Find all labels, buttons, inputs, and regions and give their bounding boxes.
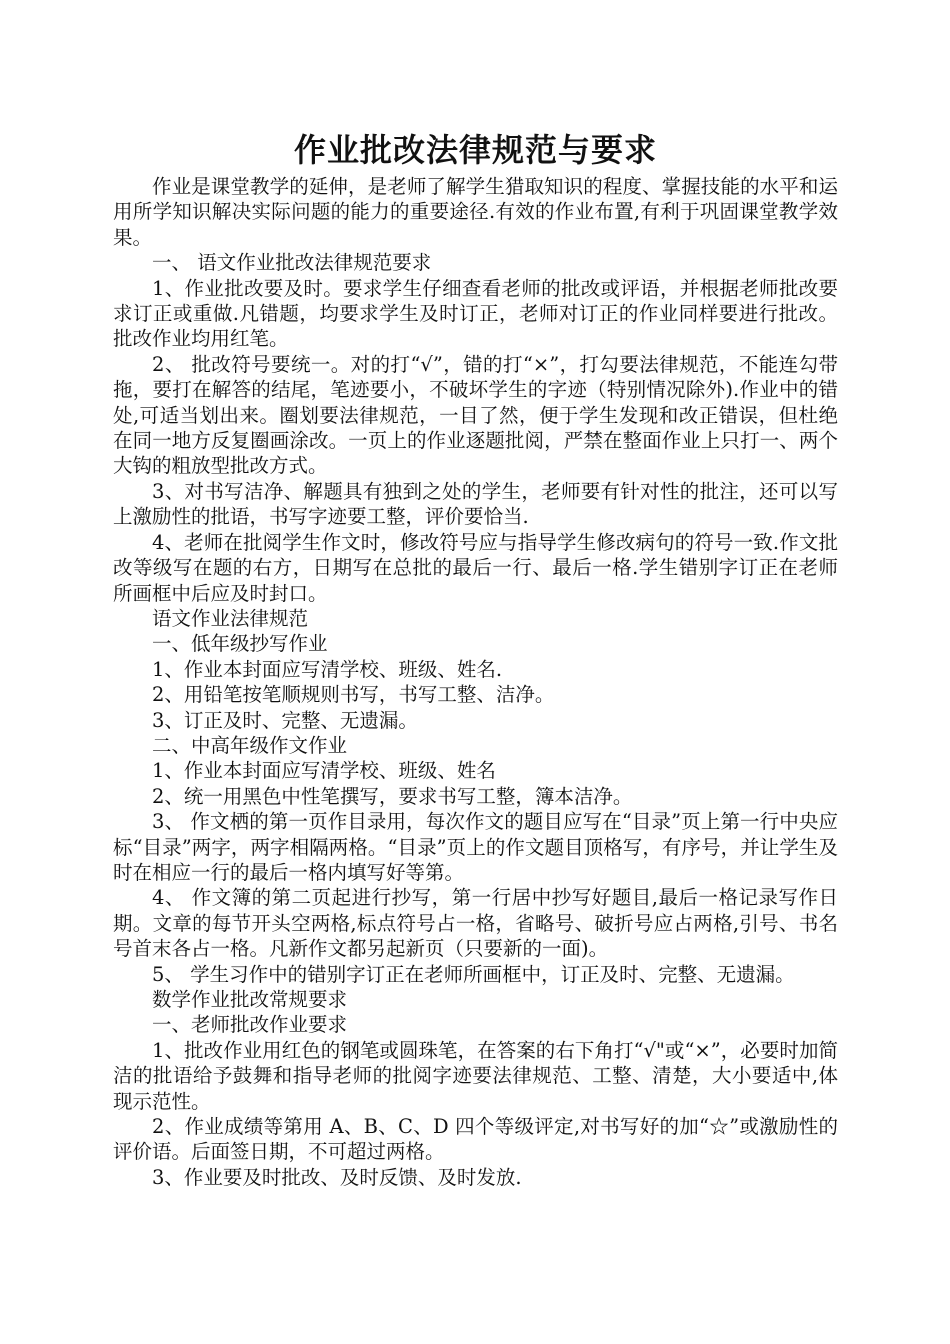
document-body [113,174,838,1190]
paragraph: 5、 学生习作中的错别字订正在老师所画框中，订正及时、完整、无遗漏。 [152,962,795,986]
paragraph: 1、批改作业用红色的钢笔或圆珠笔，在答案的右下角打“√"或“×”，必要时加简洁的批语给予鼓舞和指导老师的批阅字迹要法律规范、工整、清楚，大小要适中,体现示范性。 [113,1038,838,1113]
list-item: 3、订正及时、完整、无遗漏。 [152,708,418,732]
list-item: 2、统一用黑色中性笔撰写，要求书写工整，簿本洁净。 [152,784,633,808]
subsection-heading: 一、老师批改作业要求 [152,1013,348,1037]
document-title: 作业批改法律规范与要求 [293,131,657,169]
paragraph: 4、 作文簿的第二页起进行抄写，第一行居中抄写好题目,最后一格记录写作日期。文章的每节开头空两格,标点符号占一格，省略号、破折号应占两格,引号、书名号首末各占一格。凡新作文都另起新页（只要新的一面)。 [113,886,838,961]
paragraph: 3、作业要及时批改、及时反馈、及时发放. [152,1165,522,1189]
list-item: 1、作业本封面应写清学校、班级、姓名. [152,657,503,681]
list-item: 1、作业本封面应写清学校、班级、姓名 [152,759,496,783]
paragraph: 3、对书写洁净、解题具有独到之处的学生，老师要有针对性的批注，还可以写上激励性的批语，书写字迹要工整，评价要恰当. [113,479,838,529]
paragraph: 2、作业成绩等第用 A、B、C、D 四个等级评定,对书写好的加“☆”或激励性的评价语。后面签日期，不可超过两格。 [113,1115,838,1164]
paragraph: 1、作业批改要及时。要求学生仔细查看老师的批改或评语，并根据老师批改要求订正或重做.凡错题，均要求学生及时订正，老师对订正的作业同样要进行批改。批改作业均用红笔。 [113,276,838,351]
document-page [113,128,838,1190]
section-heading: 一、 语文作业批改法律规范要求 [152,251,432,275]
subsection-heading: 一、低年级抄写作业 [152,632,328,656]
section-heading: 语文作业法律规范 [152,606,309,630]
paragraph: 3、 作文栖的第一页作目录用，每次作文的题目应写在“目录”页上第一行中央应标“目录”两字，两字相隔两格。“目录”页上的作文题目顶格写，有序号，并让学生及时在相应一行的最后一格内填写好等第。 [113,810,838,884]
paragraph: 2、 批改符号要统一。对的打“√”，错的打“×”，打勾要法律规范，不能连勾带拖，要打在解答的结尾，笔迹要小，不破坏学生的字迹（特别情况除外).作业中的错处,可适当划出来。圈划要法律规范，一目了然，便于学生发现和改正错误，但杜绝在同一地方反复圈画涂改。一页上的作业逐题批阅，严禁在整面作业上只打一、两个大钩的粗放型批改方式。 [113,352,838,478]
subsection-heading: 二、中高年级作文作业 [152,733,348,757]
list-item: 2、用铅笔按笔顺规则书写，书写工整、洁净。 [152,683,555,707]
paragraph: 作业是课堂教学的延伸，是老师了解学生猎取知识的程度、掌握技能的水平和运用所学知识解决实际问题的能力的重要途径.有效的作业布置,有利于巩固课堂教学效果。 [113,175,838,249]
section-heading: 数学作业批改常规要求 [152,988,348,1011]
paragraph: 4、老师在批阅学生作文时，修改符号应与指导学生修改病句的符号一致.作文批改等级写在题的右方，日期写在总批的最后一行、最后一格.学生错别字订正在老师所画框中后应及时封口。 [113,530,838,605]
